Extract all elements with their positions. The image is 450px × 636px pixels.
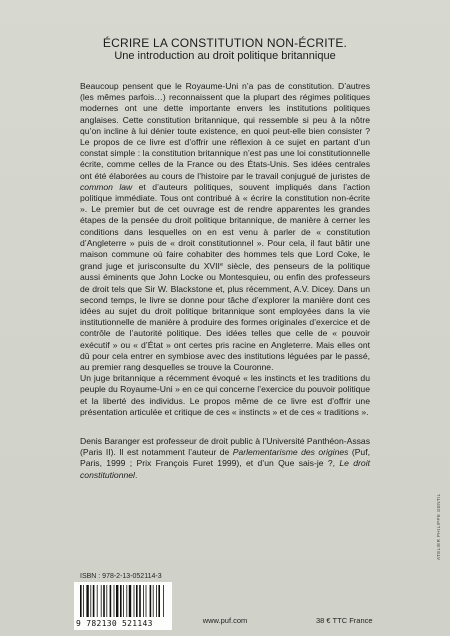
barcode-bar xyxy=(126,585,127,617)
isbn-label: ISBN : 978-2-13-052114-3 xyxy=(80,573,162,580)
book-title: ÉCRIRE LA CONSTITUTION NON-ÉCRITE. xyxy=(102,36,348,50)
barcode-bar xyxy=(106,585,107,617)
barcode-bar xyxy=(139,585,141,617)
barcode-bar xyxy=(156,585,157,617)
barcode-bar xyxy=(146,585,147,617)
barcode-digits: 9 782130 521143 xyxy=(76,619,153,628)
bio-run: . xyxy=(134,469,138,480)
barcode-bar xyxy=(83,585,84,617)
barcode-bar xyxy=(110,585,112,617)
barcode-bar xyxy=(116,585,118,617)
barcode-bar xyxy=(143,585,144,617)
title-block xyxy=(0,36,450,63)
blurb-run: et d’auteurs politiques, souvent impliqués dans l’action politique immédiate. Tous ont contribué à « écrire la constitution non-écrite ». Le premier but de cet ouvrage est de rendre apparentes les grandes étapes de la pensée du droit politique britannique, de manière à cerner les conditions dans lesquelles on en est venu à parler de « constitution d’Angleterre » puis de « droit constitutionnel ». Pour cela, il faut bâtir une maison commune où faire cohabiter des hommes tels que Lord Coke, le grand juge et jurisconsulte du XVII xyxy=(80,181,370,272)
barcode-bar xyxy=(97,585,98,617)
bio-run: Le droit constitutionnel xyxy=(80,458,370,480)
barcode-bar xyxy=(103,585,105,617)
barcode-bars xyxy=(78,585,168,619)
barcode-bar xyxy=(93,585,95,617)
blurb-run: common law xyxy=(80,181,133,192)
barcode-bar xyxy=(101,585,102,617)
barcode-bar xyxy=(120,585,122,617)
blurb-run: Beaucoup pensent que le Royaume-Uni n’a pas de constitution. D’autres (les mêmes parfois…) reconnaissent que la plupart des régimes politiques modernes ont une dette importante envers les institutions politiques anglaises. Cette constitution britannique, qui ressemble si peu à la nôtre qu’on incline à lui dénier toute existence, en quoi peut-elle bien consister ? Le propos de ce livre est d’offrir une réflexion à ce sujet en partant d’un constat simple : la constitution britannique n’est pas une loi constitutionnelle écrite, comme celles de la France ou des États-Unis. Ses idées centrales ont été élaborées au cours de l’histoire par le travail conjugué de juristes de xyxy=(80,81,370,181)
barcode-bar xyxy=(150,585,152,617)
bio-run: (Puf, Paris, 1999 ; Prix François Furet 1999), et d’un Que sais-je ?, xyxy=(80,447,370,469)
barcode-bar xyxy=(153,585,154,617)
book-subtitle: Une introduction au droit politique britannique xyxy=(114,50,336,62)
bio-run: Denis Baranger est professeur de droit public à l’Université Panthéon-Assas (Paris II). Il est notamment l’auteur de xyxy=(80,436,370,458)
barcode-bar xyxy=(129,585,131,617)
author-bio xyxy=(80,436,370,481)
bio-run: Parlementarisme des origines xyxy=(232,447,349,458)
blurb-paragraph-2: Un juge britannique a récemment évoqué « les instincts et les traditions du peuple du Royaume-Uni » en ce qui concerne l’exercice du pouvoir politique et la liberté des individus. Le propos même de ce livre est d’offrir une présentation articulée et critique de ces « instincts » et de ces « traditions ». xyxy=(80,373,370,417)
barcode-bar xyxy=(86,585,88,617)
barcode-bar xyxy=(158,585,160,617)
publisher-url: www.puf.com xyxy=(202,616,248,625)
barcode-bar xyxy=(134,585,135,617)
blurb xyxy=(80,81,370,418)
blurb-run: e xyxy=(219,262,223,269)
barcode-bar xyxy=(90,585,91,617)
author-bio-paragraph xyxy=(80,436,370,481)
studio-credit: ATELIER PHILIPPE GENTIL xyxy=(436,493,441,560)
barcode-bar xyxy=(114,585,115,617)
barcode-bar xyxy=(136,585,138,617)
barcode-bar xyxy=(123,585,124,617)
price: 38 € TTC France xyxy=(316,616,373,625)
barcode-bar xyxy=(163,585,164,617)
blurb-run: siècle, des penseurs de la politique aussi éminents que John Locke ou Montesquieu, ou enfin des professeurs de droit tels que Sir W. Blackstone et, plus récemment, A.V. Dicey. Dans un second temps, le livre se donne pour tâche d’explorer la manière dont ces idées au sujet du droit politique britannique sont employées dans la vie institutionnelle de manière à produire des formes originales d’exercice et de contrôle de l’autorité politique. Des idées telles que celle de « pouvoir exécutif » ou « d’État » ont certes pris racine en Angleterre. Mais elles ont dû pour cela entrer en symbiose avec des institutions léguées par le passé, au premier rang desquelles se trouve la Couronne. xyxy=(80,261,370,373)
barcode-bar xyxy=(80,585,82,617)
blurb-paragraph-1 xyxy=(80,81,370,373)
